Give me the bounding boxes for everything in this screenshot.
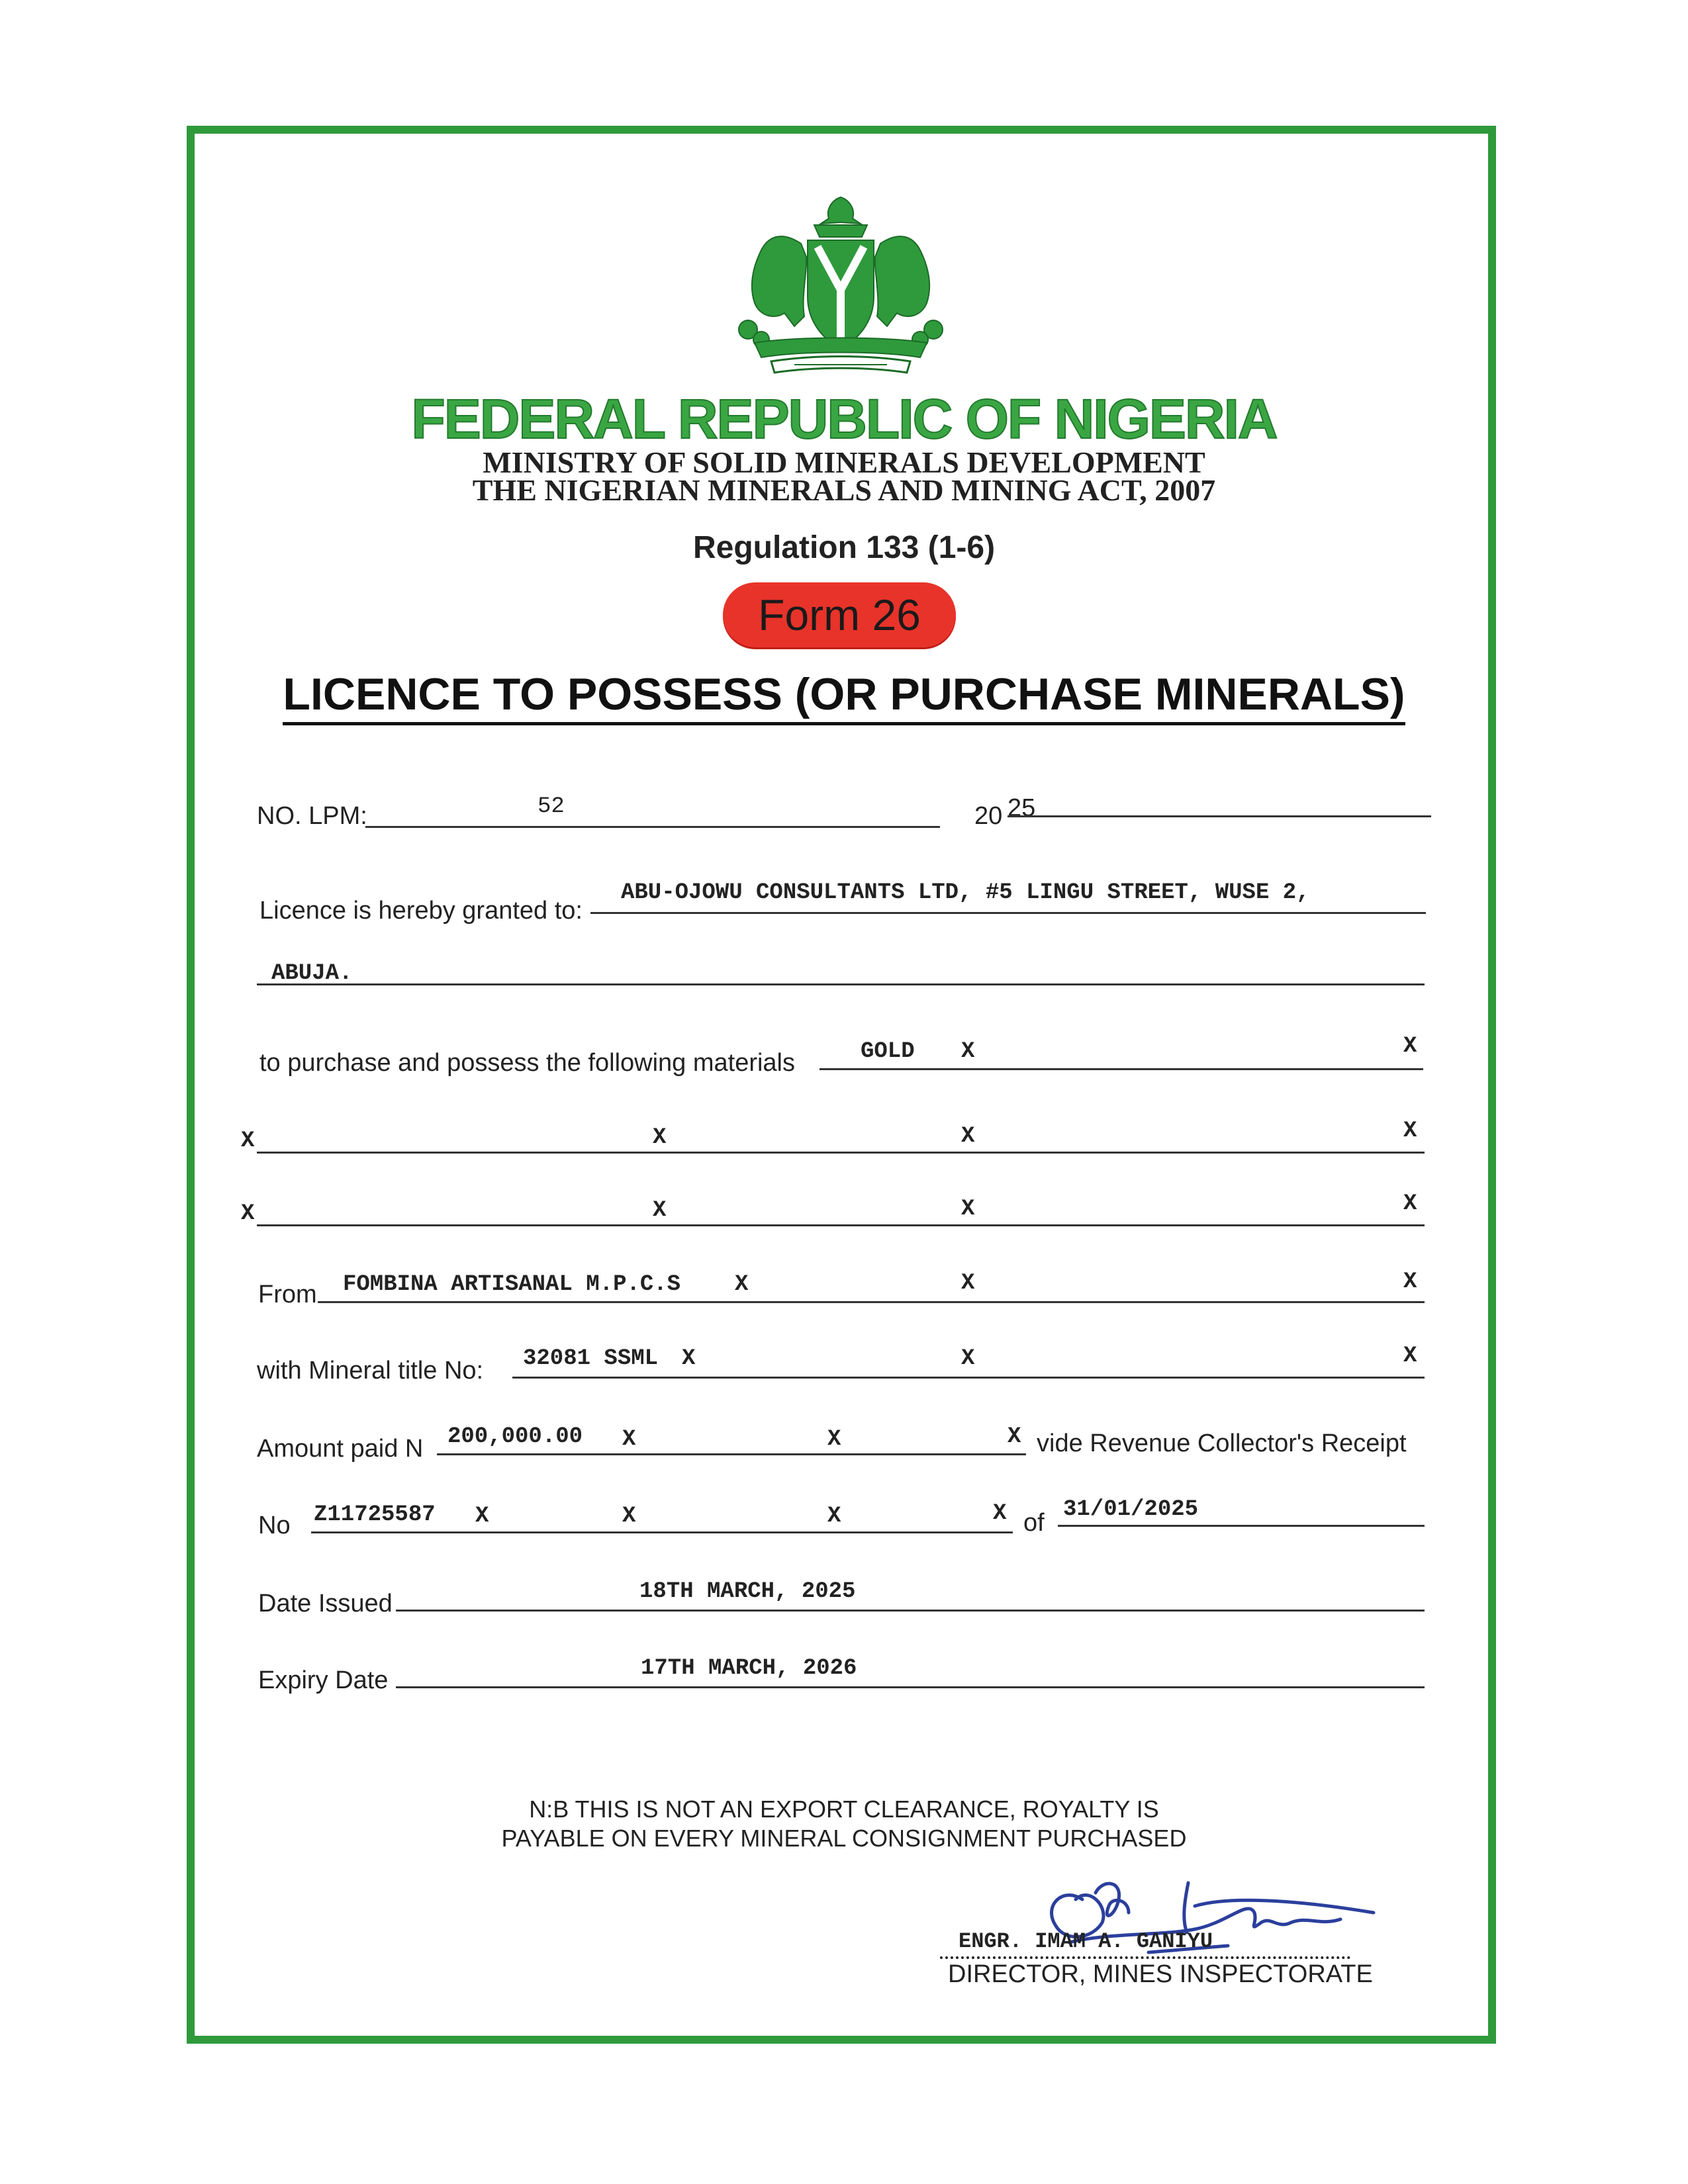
republic-heading: FEDERAL REPUBLIC OF NIGERIA bbox=[411, 388, 1277, 450]
receipt-label: vide Revenue Collector's Receipt bbox=[1037, 1430, 1407, 1457]
note-line-1: N:B THIS IS NOT AN EXPORT CLEARANCE, ROYALTY IS bbox=[529, 1796, 1159, 1823]
expiry-label: Expiry Date bbox=[258, 1666, 389, 1694]
filler-mark: X bbox=[735, 1272, 749, 1297]
issued-line bbox=[396, 1610, 1425, 1612]
of-label: of bbox=[1023, 1509, 1045, 1537]
title-no-line bbox=[512, 1377, 1425, 1379]
filler-mark: X bbox=[961, 1124, 975, 1149]
receipt-date-line bbox=[1058, 1525, 1425, 1527]
issued-label: Date Issued bbox=[258, 1590, 393, 1617]
signatory-title: DIRECTOR, MINES INSPECTORATE bbox=[948, 1960, 1373, 1988]
signatory-name: ENGR. IMAM A. GANIYU bbox=[959, 1929, 1213, 1954]
lpm-label: NO. LPM: bbox=[257, 802, 367, 830]
amount-value: 200,000.00 bbox=[447, 1424, 583, 1449]
filler-mark: X bbox=[475, 1504, 489, 1529]
receipt-no-label: No bbox=[258, 1512, 291, 1539]
regulation-label: Regulation 133 (1-6) bbox=[692, 530, 996, 565]
expiry-line bbox=[396, 1686, 1425, 1688]
from-line bbox=[318, 1301, 1425, 1303]
receipt-date-value: 31/01/2025 bbox=[1063, 1497, 1199, 1522]
licence-title-text: LICENCE TO POSSESS (OR PURCHASE MINERALS) bbox=[283, 669, 1405, 725]
filler-mark: X bbox=[1008, 1424, 1021, 1449]
filler-mark: X bbox=[241, 1128, 255, 1154]
filler-mark: X bbox=[682, 1346, 696, 1371]
lpm-line bbox=[365, 826, 940, 828]
materials-line bbox=[820, 1068, 1423, 1070]
filler-mark: X bbox=[1403, 1343, 1417, 1369]
filler-mark: X bbox=[827, 1427, 841, 1452]
signature-dotted-line bbox=[940, 1956, 1350, 1959]
from-value: FOMBINA ARTISANAL M.P.C.S bbox=[343, 1272, 681, 1297]
granted-line-1 bbox=[590, 912, 1426, 914]
year-line bbox=[1008, 815, 1431, 817]
materials-value: GOLD bbox=[861, 1039, 915, 1064]
granted-label: Licence is hereby granted to: bbox=[259, 897, 583, 925]
filler-mark: X bbox=[241, 1201, 255, 1226]
expiry-value: 17TH MARCH, 2026 bbox=[641, 1656, 857, 1681]
coat-of-arms-icon bbox=[708, 184, 973, 383]
filler-mark: X bbox=[653, 1198, 667, 1223]
filler-line-1 bbox=[257, 1152, 1425, 1154]
filler-mark: X bbox=[961, 1271, 975, 1296]
amount-line bbox=[437, 1453, 1026, 1455]
title-no-label: with Mineral title No: bbox=[257, 1357, 484, 1385]
filler-mark: X bbox=[827, 1504, 841, 1529]
filler-mark: X bbox=[993, 1501, 1007, 1526]
filler-mark: X bbox=[622, 1504, 636, 1529]
title-no-value: 32081 SSML bbox=[523, 1346, 659, 1371]
amount-label: Amount paid N bbox=[257, 1435, 424, 1463]
grantee-line-1: ABU-OJOWU CONSULTANTS LTD, #5 LINGU STREET, WUSE 2, bbox=[621, 880, 1310, 905]
filler-mark: X bbox=[1403, 1034, 1417, 1059]
grantee-line-2: ABUJA. bbox=[271, 961, 353, 986]
filler-line-2 bbox=[257, 1224, 1425, 1226]
year-suffix: 25 bbox=[1008, 794, 1036, 822]
filler-mark: X bbox=[1403, 1118, 1417, 1144]
filler-mark: X bbox=[961, 1346, 975, 1371]
filler-mark: X bbox=[1403, 1269, 1417, 1295]
materials-label: to purchase and possess the following materials bbox=[259, 1049, 796, 1077]
granted-line-2 bbox=[257, 983, 1425, 985]
filler-mark: X bbox=[961, 1039, 975, 1064]
year-prefix: 20 bbox=[974, 802, 1003, 830]
note-line-2: PAYABLE ON EVERY MINERAL CONSIGNMENT PURCHASED bbox=[501, 1825, 1187, 1852]
lpm-number: 52 bbox=[538, 794, 565, 819]
filler-mark: X bbox=[961, 1197, 975, 1222]
signature-icon bbox=[1029, 1860, 1400, 1972]
filler-mark: X bbox=[622, 1427, 636, 1452]
receipt-no-line bbox=[311, 1531, 1013, 1533]
filler-mark: X bbox=[653, 1125, 667, 1150]
act-heading: THE NIGERIAN MINERALS AND MINING ACT, 2007 bbox=[472, 473, 1216, 507]
receipt-no-value: Z11725587 bbox=[314, 1502, 436, 1527]
ministry-heading: MINISTRY OF SOLID MINERALS DEVELOPMENT bbox=[483, 445, 1205, 479]
licence-title bbox=[0, 668, 1688, 720]
form-number-badge: Form 26 bbox=[723, 582, 956, 647]
filler-mark: X bbox=[1403, 1191, 1417, 1216]
from-label: From bbox=[258, 1281, 317, 1308]
issued-value: 18TH MARCH, 2025 bbox=[639, 1579, 856, 1604]
